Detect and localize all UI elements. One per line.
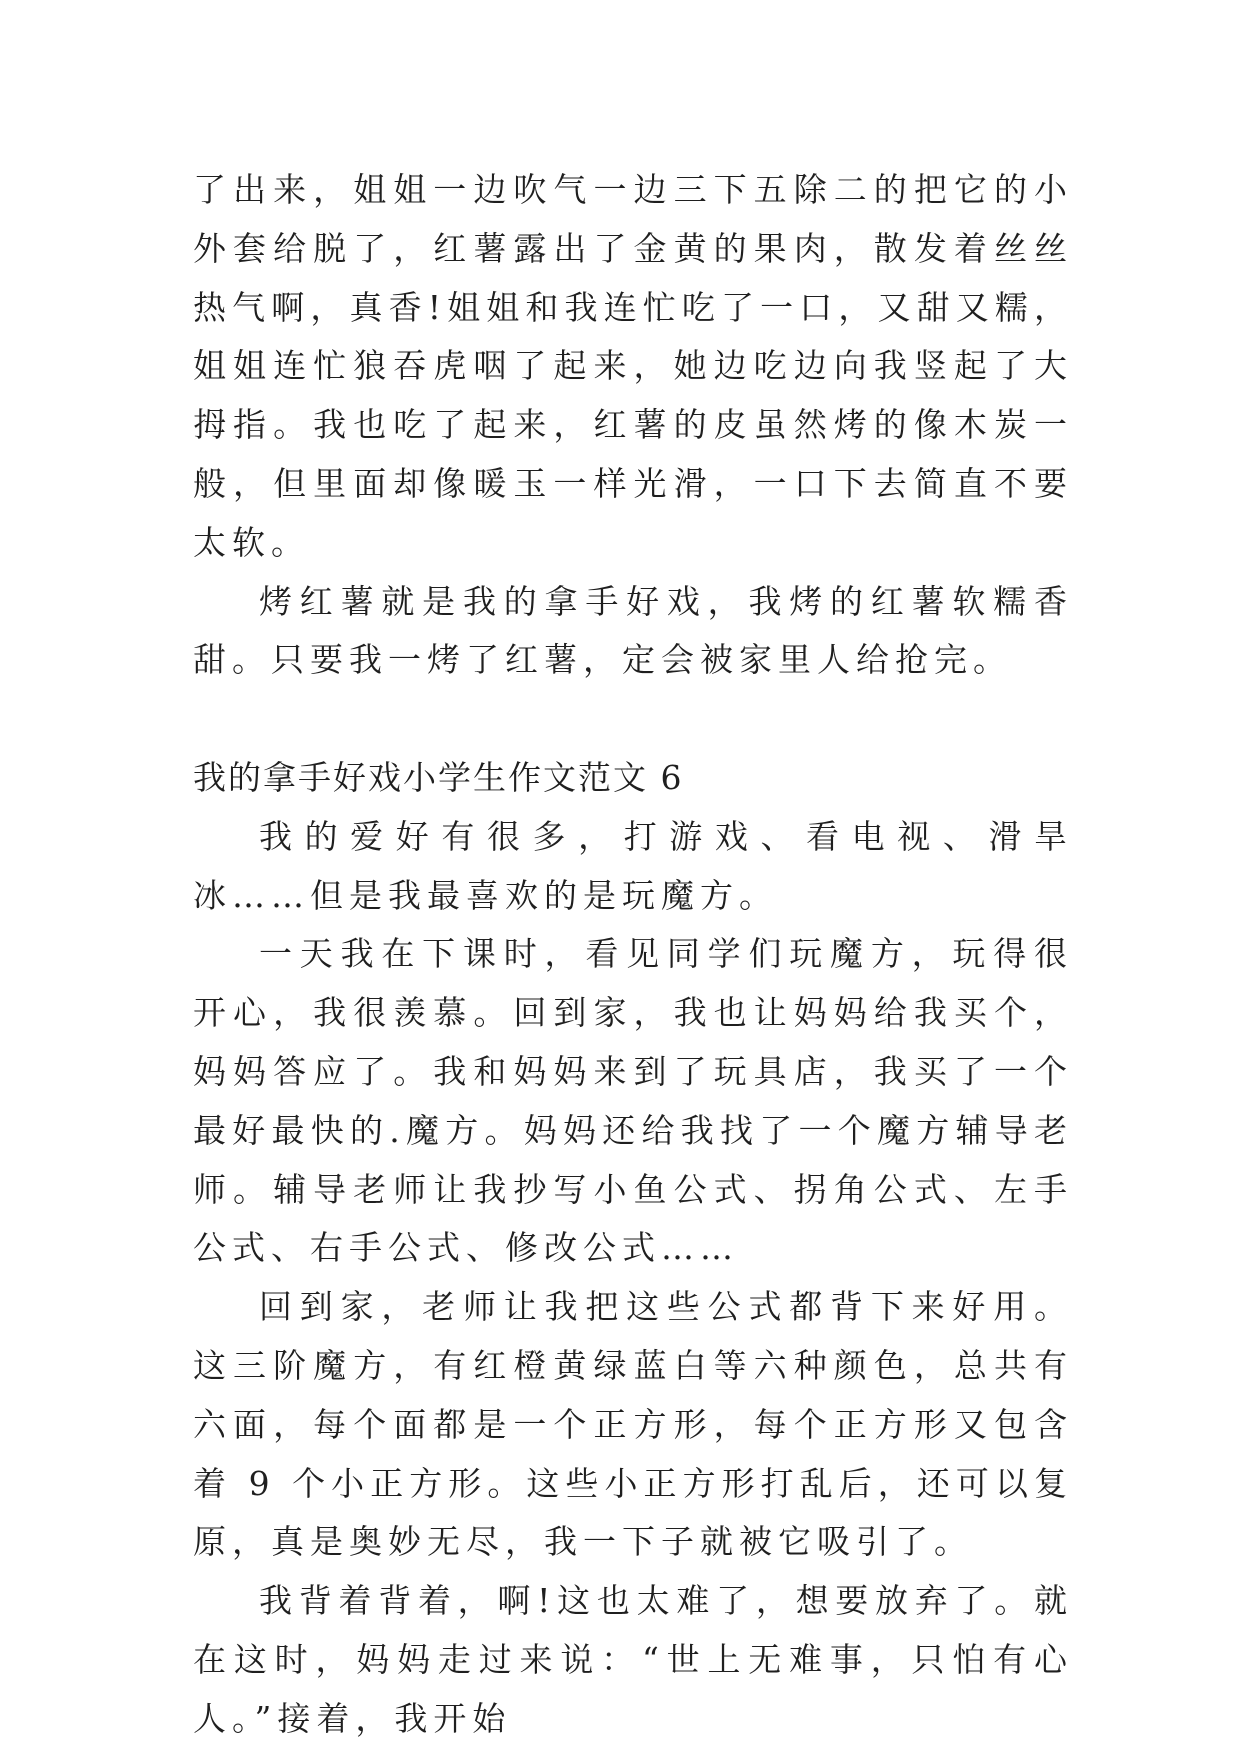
paragraph: 烤红薯就是我的拿手好戏，我烤的红薯软糯香甜。只要我一烤了红薯，定会被家里人给抢完。 [193,581,1073,680]
paragraph: 我背着背着，啊!这也太难了，想要放弃了。就在这时，妈妈走过来说：“世上无难事，只怕有心人。”接着，我开始 [193,1581,1073,1738]
paragraph: 我的爱好有很多，打游戏、看电视、滑旱冰……但是我最喜欢的是玩魔方。 [193,816,1073,915]
paragraph: 一天我在下课时，看见同学们玩魔方，玩得很开心，我很羡慕。回到家，我也让妈妈给我买个，妈妈答应了。我和妈妈来到了玩具店，我买了一个最好最快的.魔方。妈妈还给我找了一个魔方辅导老师。辅导老师让我抄写小鱼公式、拐角公式、左手公式、右手公式、修改公式…… [193,934,1073,1268]
section-title: 我的拿手好戏小学生作文范文 6 [193,757,684,797]
document-body [193,161,1073,1749]
paragraph-continued: 了出来，姐姐一边吹气一边三下五除二的把它的小外套给脱了，红薯露出了金黄的果肉，散发着丝丝热气啊，真香!姐姐和我连忙吃了一口，又甜又糯，姐姐连忙狼吞虎咽了起来，她边吃边向我竖起了大拇指。我也吃了起来，红薯的皮虽然烤的像木炭一般，但里面却像暖玉一样光滑，一口下去简直不要太软。 [193,170,1073,562]
paragraph: 回到家，老师让我把这些公式都背下来好用。这三阶魔方，有红橙黄绿蓝白等六种颜色，总共有六面，每个面都是一个正方形，每个正方形又包含着 9 个小正方形。这些小正方形打乱后，还可以复原，真是奥妙无尽，我一下子就被它吸引了。 [193,1287,1073,1562]
